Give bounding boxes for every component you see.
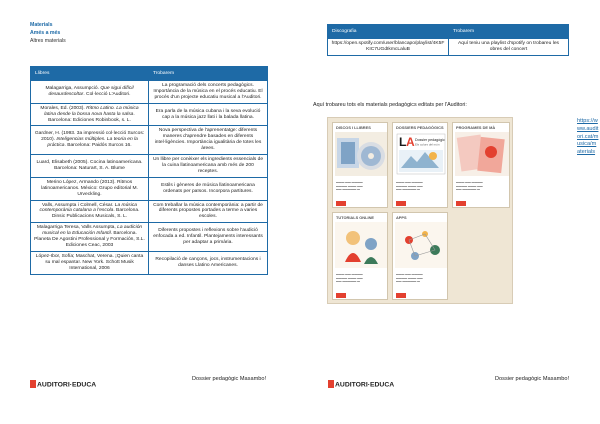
spotify-link-cell[interactable]: https://open.spotify.com/user/blancapo/playlist/4K5FKIC7UGdIkmcLaluB	[328, 39, 449, 56]
auditori-educa-logo	[30, 375, 97, 389]
auditori-website-screenshot	[327, 117, 513, 304]
book-citation: . Barcelona. Planeta De Agostini Professional y Formación, S.L. Ediciones Ceac, 2003	[34, 231, 145, 248]
dossier-cover-image	[395, 132, 447, 176]
tile-description: ▬▬▬ ▬▬ ▬▬▬▬ ▬▬▬▬ ▬▬▬ ▬▬ ▬▬ ▬▬▬▬▬ ▬	[456, 180, 483, 191]
tile-description: ▬▬▬ ▬▬ ▬▬▬▬ ▬▬▬▬ ▬▬▬ ▬▬ ▬▬ ▬▬▬▬▬ ▬	[336, 272, 363, 283]
tile-programes-ma	[452, 122, 510, 208]
tile-description: ▬▬▬ ▬▬ ▬▬▬▬ ▬▬▬▬ ▬▬▬ ▬▬ ▬▬ ▬▬▬▬▬ ▬	[396, 180, 423, 191]
logo-text: AUDITORI·EDUCA	[335, 381, 395, 389]
tile-heading: TUTORIALS ONLINE	[336, 215, 374, 220]
footer-text-right: Dossier pedagògic Masambo!	[495, 376, 569, 382]
table-row	[31, 177, 268, 200]
books-table	[30, 66, 268, 275]
book-citation: Morales, Ed. (2003).	[40, 105, 87, 111]
book-title: La audición musical en la Educación Infantil	[42, 225, 143, 237]
table-row	[31, 251, 268, 274]
auditori-educa-logo-right	[328, 375, 395, 389]
book-reference-cell	[31, 81, 149, 104]
book-reference-cell	[31, 251, 149, 274]
book-citation: . Barcelona: Ediciones Robinbook, s. L.	[48, 111, 135, 123]
tile-heading: APPS	[396, 215, 407, 220]
trobarem-cell: Nova perspectiva de l'aprenentatge: diferents maneres d'aprendre basades en diferents intel·ligències. Importància igualitària de totes les àrees.	[149, 126, 268, 155]
table-row	[328, 39, 569, 56]
trobarem-cell: Aquí teniu una playlist d'spotify on trobareu les obres del concert	[449, 39, 569, 56]
tile-apps	[392, 212, 448, 300]
column-header-trobarem: Trobarem	[449, 25, 569, 39]
trobarem-cell: La programació dels concerts pedagògics. Importància de la música en el procés educatiu. El procés d'un projecte educatiu musical a l'Auditori.	[149, 81, 268, 104]
tile-button[interactable]	[396, 201, 406, 206]
book-reference-cell	[31, 103, 149, 126]
book-reference-cell	[31, 200, 149, 223]
book-citation: Merino López, Armando (2013). Ritmos latinoamericanos. México: Grupo editorial M. Urveckling.	[41, 179, 138, 197]
book-citation: López-Ibor, Sofía; Maschat, Verena. ¡Quien canta su mal espanta!. New York. Schott Musik International, 2006	[35, 253, 144, 271]
books-table-body	[31, 81, 268, 275]
book-citation: Valls, Assumpta i Colmell, César.	[41, 202, 115, 208]
book-citation: . Barcelona: Paidós Surcos 16.	[64, 143, 132, 149]
trobarem-cell: Era parla de la música cubana i la seva evolució cap a la música jazz llati i la balada llatina.	[149, 103, 268, 126]
book-citation: Malagarriga Teresa, Valls Assumpta,	[36, 225, 118, 231]
svg-text:L: L	[399, 135, 407, 149]
table-row	[31, 155, 268, 178]
cover-subtitle: Els colors del món	[415, 142, 440, 147]
tile-heading: PROGRAMES DE MÀ	[456, 125, 496, 130]
trobarem-cell: Un llibre per conèixer els ingredients essencials de la cuina llatinoamericana amb més de 200 receptes.	[149, 155, 268, 178]
book-title: Inteligencias múltiples. La teoria en la práctica	[47, 137, 138, 149]
section-subtitle: Altres materials	[30, 38, 66, 44]
tile-heading: DOSSIERS PEDAGÒGICS	[396, 125, 444, 130]
tile-button[interactable]	[396, 293, 406, 298]
book-title: Que sigui difícil desaurdescoltar	[48, 85, 134, 97]
tile-button[interactable]	[336, 201, 346, 206]
cd-books-image	[335, 132, 387, 176]
book-reference-cell	[31, 155, 149, 178]
table-row	[31, 126, 268, 155]
table-row	[31, 223, 268, 252]
logo-text: AUDITORI·EDUCA	[37, 381, 97, 389]
column-header-discografia: Discografia	[328, 25, 449, 39]
book-citation: Malagarriga, Assumpció.	[45, 85, 101, 91]
tile-heading: DISCOS I LLIBRES	[336, 125, 371, 130]
trobarem-cell: Com treballar la música contemporània: a partir de diferents propostes portades a terme a varies escoles.	[149, 200, 268, 223]
book-citation: Luard, Elisabeth (2005). Cocina latinoamericana. Barcelona: Naturart, S. A. Blume	[36, 160, 143, 171]
apps-illustration	[395, 222, 447, 268]
table-header-row	[31, 67, 268, 81]
trobarem-cell: Estils i gèneres de música llatinoamericana ordenats per països. Incorpora partitures.	[149, 177, 268, 200]
materials-intro-text: Aquí trobareu tots els materials pedagògics editats per l'Auditori:	[313, 102, 467, 108]
tile-button[interactable]	[336, 293, 346, 298]
book-reference-cell	[31, 223, 149, 252]
column-header-trobarem: Trobarem	[149, 67, 268, 81]
section-title-2: Amés a més	[30, 30, 61, 36]
trobarem-cell: Diferents propostes i reflexions sobre l'audició enfocada a ed. Infantil. Plantejaments interessants per adaptar a primària.	[149, 223, 268, 252]
tile-dossiers-pedagogics	[392, 122, 448, 208]
book-citation: . Col·lecció L'Auditori.	[83, 91, 131, 97]
book-reference-cell	[31, 126, 149, 155]
tile-description: ▬▬▬ ▬▬ ▬▬▬▬ ▬▬▬▬ ▬▬▬ ▬▬ ▬▬ ▬▬▬▬▬ ▬	[336, 180, 363, 191]
trobarem-cell: Recopilació de cançons, jocs, instrumentacions i danses Llatino Americanes.	[149, 251, 268, 274]
footer-text: Dossier pedagògic Masambo!	[192, 376, 266, 382]
table-row	[31, 200, 268, 223]
discography-table	[327, 24, 569, 56]
tutorials-illustration	[335, 222, 387, 268]
tile-tutorials-online	[332, 212, 388, 300]
tile-description: ▬▬▬ ▬▬ ▬▬▬▬ ▬▬▬▬ ▬▬▬ ▬▬ ▬▬ ▬▬▬▬▬ ▬	[396, 272, 423, 283]
book-title: Ritmo Latino. La música latina desde la bossa nova hasta la salsa	[44, 105, 139, 117]
programs-image	[455, 132, 509, 176]
svg-text:A: A	[406, 135, 415, 149]
book-citation: . Barcelona. Dinsic Publicacions Musicals, S. L.	[51, 208, 140, 220]
tile-discos-llibres	[332, 122, 388, 208]
materials-link[interactable]: https://www.auditori.cat/musica/materials	[577, 118, 599, 156]
table-header-row	[328, 25, 569, 39]
section-title: Materials	[30, 22, 53, 28]
cover-title: Dossier pedagògic	[415, 138, 445, 142]
book-reference-cell	[31, 177, 149, 200]
book-title: La música contemporània catalana a l'escola	[39, 202, 138, 214]
table-row	[31, 81, 268, 104]
column-header-books: Llibres	[31, 67, 149, 81]
book-citation: Gardner, H. (1993. 3a impressió col·lecció Surcos: 2010).	[34, 131, 145, 143]
table-row	[31, 103, 268, 126]
tile-button[interactable]	[456, 201, 466, 206]
